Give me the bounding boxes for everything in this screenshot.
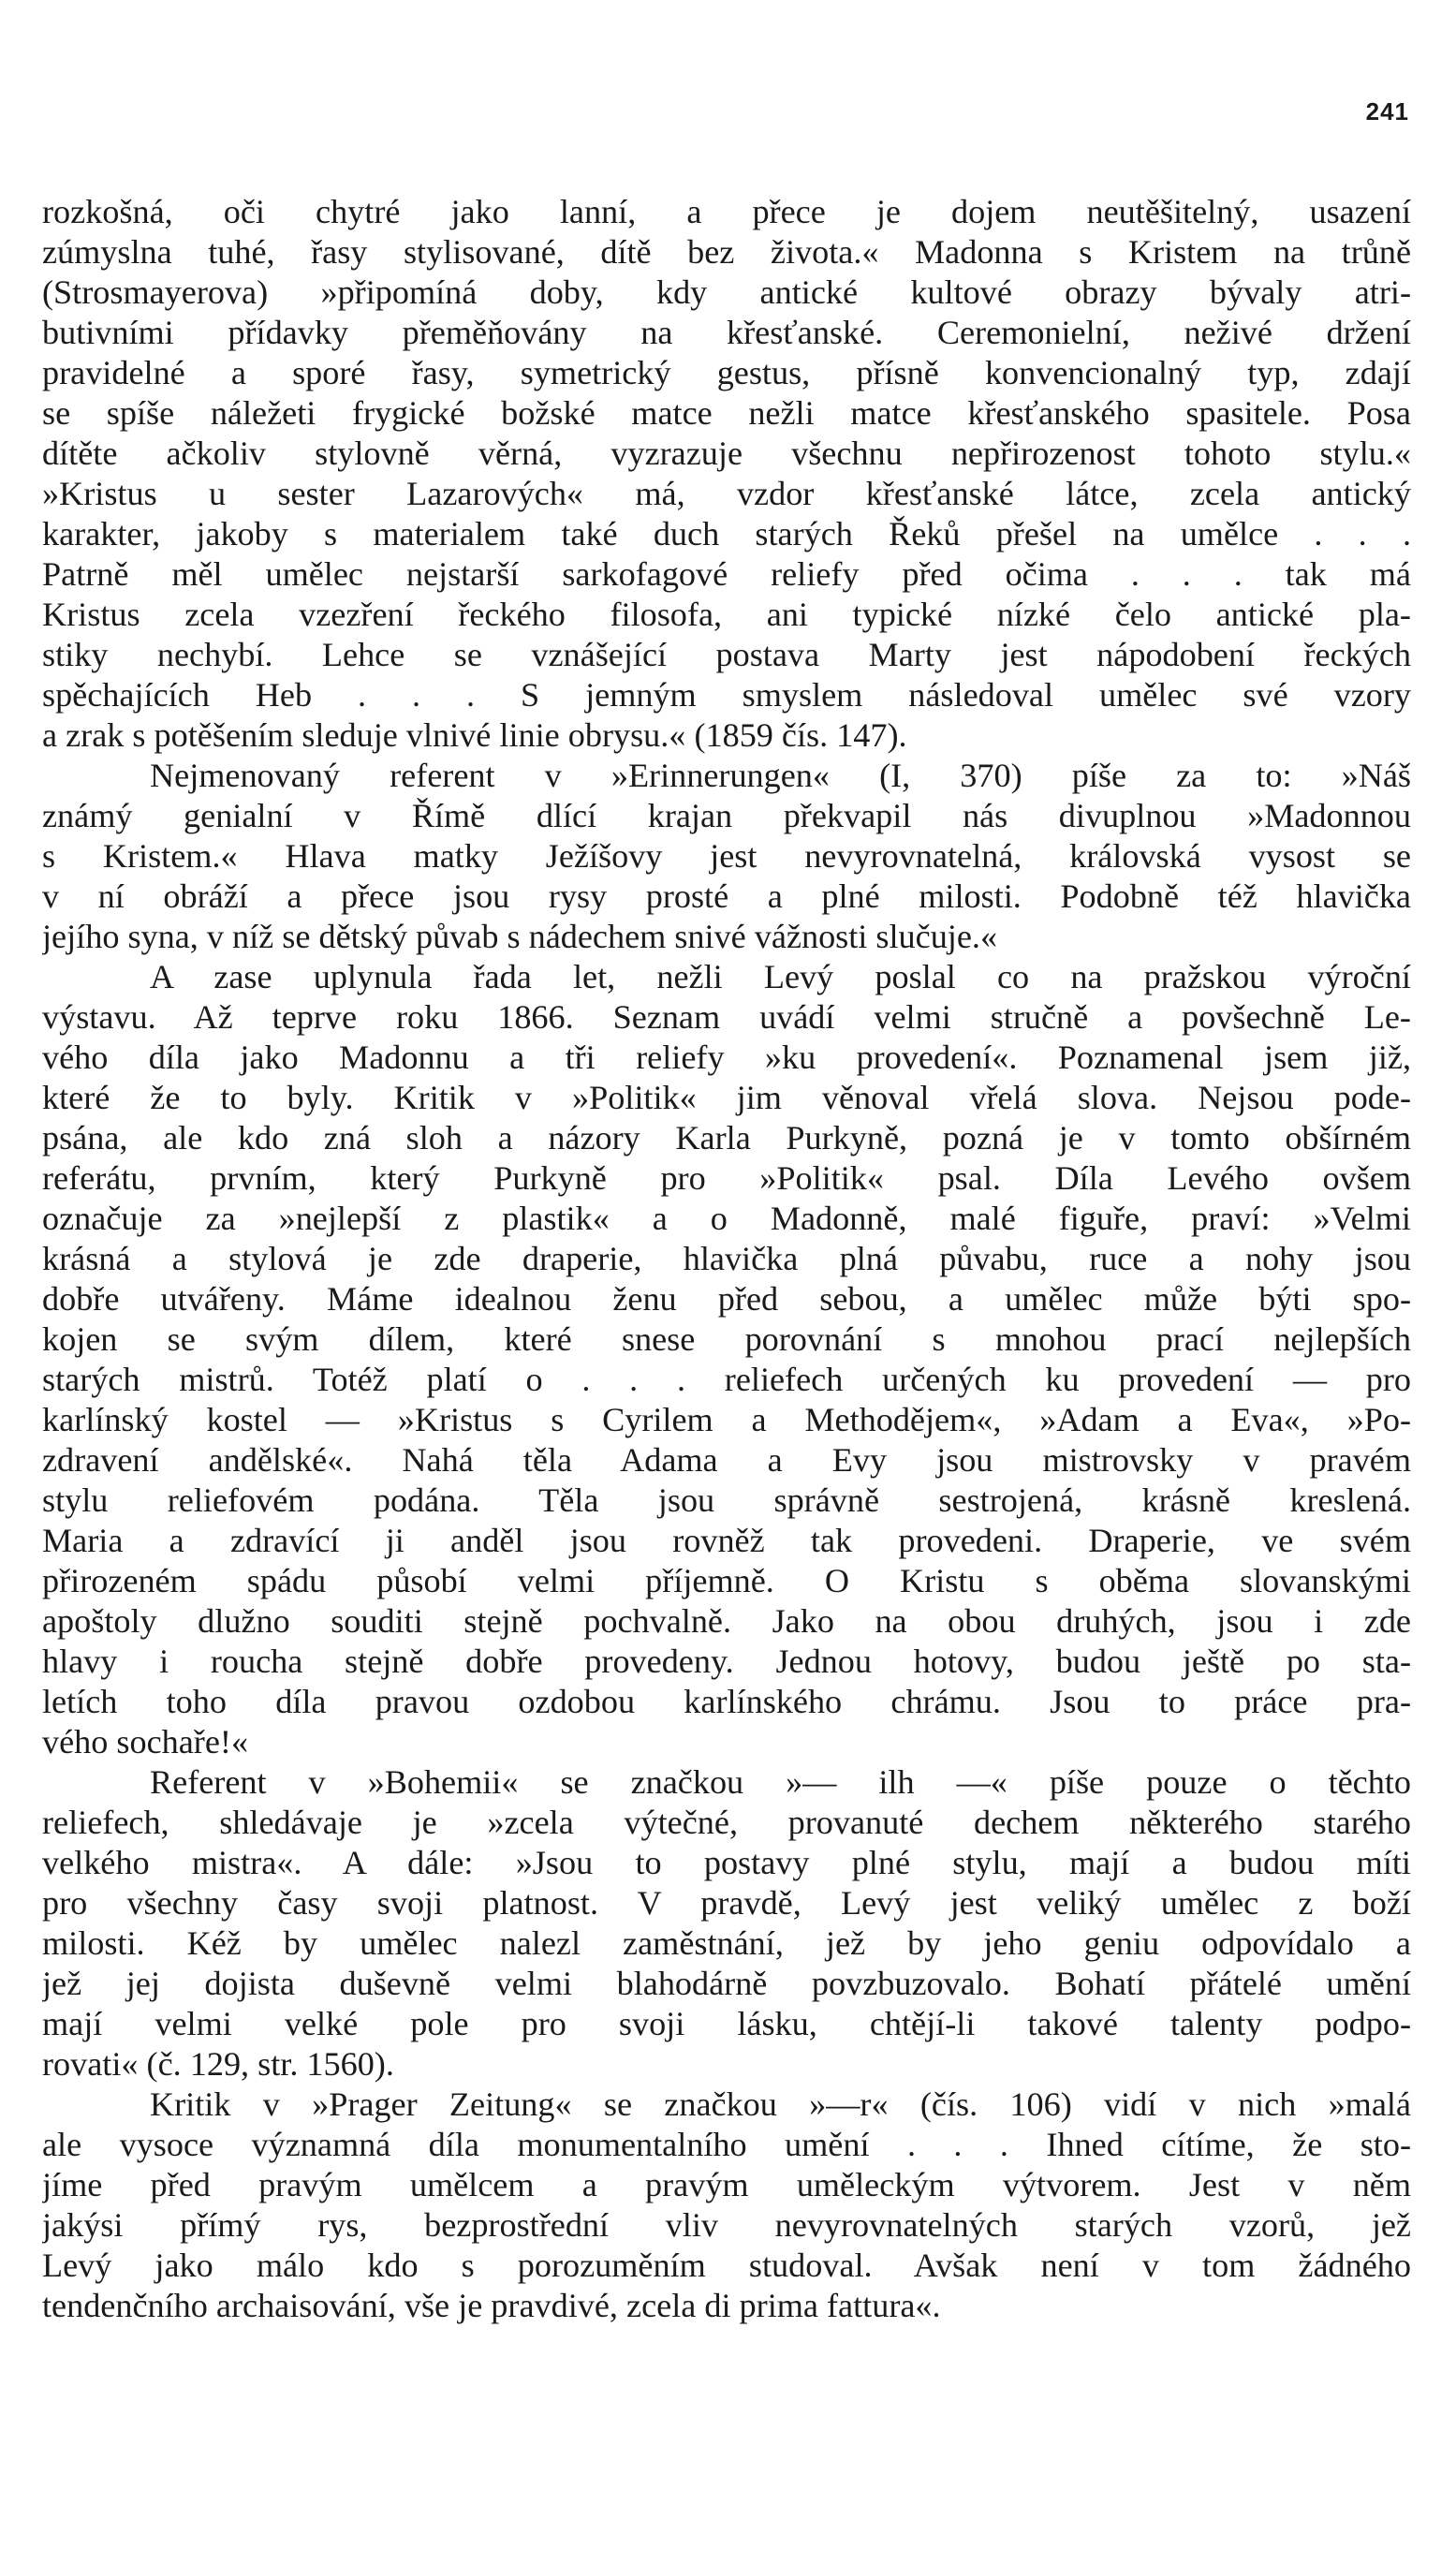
text-line: přirozeném spádu působí velmi příjemně. O Kristu s oběma slovanskými: [42, 1562, 1411, 1599]
text-line: Patrně měl umělec nejstarší sarkofagové reliefy před očima . . . tak má: [42, 555, 1411, 593]
text-line: které že to byly. Kritik v »Politik« jim věnoval vřelá slova. Nejsou pode-: [42, 1079, 1411, 1116]
text-line: starých mistrů. Totéž platí o . . . reliefech určených ku provedení — pro: [42, 1361, 1411, 1398]
text-line: pro všechny časy svoji platnost. V pravdě, Levý jest veliký umělec z boží: [42, 1884, 1411, 1922]
text-line: velkého mistra«. A dále: »Jsou to postavy plné stylu, mají a budou míti: [42, 1844, 1411, 1881]
text-line: označuje za »nejlepší z plastik« a o Madonně, malé figuře, praví: »Velmi: [42, 1200, 1411, 1237]
text-line: jež jej dojista duševně velmi blahodárně povzbuzovalo. Bohatí přátelé umění: [42, 1965, 1411, 2002]
text-line: jakýsi přímý rys, bezprostřední vliv nevyrovnatelných starých vzorů, jež: [42, 2206, 1411, 2244]
text-line: mají velmi velké pole pro svoji lásku, chtějí-li takové talenty podpo-: [42, 2005, 1411, 2042]
text-column: [42, 192, 1411, 2326]
text-line: v ní obráží a přece jsou rysy prosté a plné milosti. Podobně též hlavička: [42, 877, 1411, 915]
text-line: stiky nechybí. Lehce se vznášející postava Marty jest nápodobení řeckých: [42, 636, 1411, 673]
paragraph: [42, 1762, 1411, 2085]
text-line: rovati« (č. 129, str. 1560).: [42, 2045, 394, 2083]
text-line: Maria a zdravící ji anděl jsou rovněž tak provedeni. Draperie, ve svém: [42, 1522, 1411, 1559]
text-line: se spíše náležeti frygické božské matce nežli matce křesťanského spasitele. Posa: [42, 394, 1411, 432]
text-line: vého sochaře!«: [42, 1723, 249, 1761]
text-line: Levý jako málo kdo s porozuměním studoval. Avšak není v tom žádného: [42, 2247, 1411, 2284]
text-line: dobře utvářeny. Máme idealnou ženu před sebou, a umělec může býti spo-: [42, 1280, 1411, 1318]
text-line: »Kristus u sester Lazarových« má, vzdor křesťanské látce, zcela antický: [42, 475, 1411, 512]
text-line: kojen se svým dílem, které snese porovnání s mnohou prací nejlepších: [42, 1320, 1411, 1358]
text-line: jíme před pravým umělcem a pravým uměleckým výtvorem. Jest v něm: [42, 2166, 1411, 2203]
text-line: dítěte ačkoliv stylovně věrná, vyzrazuje všechnu nepřirozenost tohoto stylu.«: [42, 435, 1411, 472]
text-line: Kristus zcela vzezření řeckého filosofa, ani typické nízké čelo antické pla-: [42, 596, 1411, 633]
paragraph: [42, 192, 1411, 756]
paragraph: [42, 957, 1411, 1762]
text-line: Referent v »Bohemii« se značkou »— ilh —« píše pouze o těchto: [150, 1763, 1411, 1801]
text-line: stylu reliefovém podána. Těla jsou správně sestrojená, krásně kreslená.: [42, 1481, 1411, 1519]
text-line: spěchajících Heb . . . S jemným smyslem následoval umělec své vzory: [42, 676, 1411, 714]
text-line: referátu, prvním, který Purkyně pro »Politik« psal. Díla Levého ovšem: [42, 1159, 1411, 1197]
paragraph: [42, 2085, 1411, 2326]
text-line: reliefech, shledávaje je »zcela výtečné, provanuté dechem některého starého: [42, 1804, 1411, 1841]
text-line: s Kristem.« Hlava matky Ježíšovy jest nevyrovnatelná, královská vysost se: [42, 837, 1411, 875]
text-line: rozkošná, oči chytré jako lanní, a přece je dojem neutěšitelný, usazení: [42, 193, 1411, 230]
page-number: 241: [1365, 97, 1409, 125]
text-line: Nejmenovaný referent v »Erinnerungen« (I, 370) píše za to: »Náš: [150, 757, 1411, 794]
text-line: apoštoly dlužno souditi stejně pochvalně. Jako na obou druhých, jsou i zde: [42, 1602, 1411, 1640]
paragraph: [42, 756, 1411, 957]
text-line: a zrak s potěšením sleduje vlnivé linie obrysu.« (1859 čís. 147).: [42, 716, 907, 754]
text-line: ale vysoce významná díla monumentalního umění . . . Ihned cítíme, že sto-: [42, 2126, 1411, 2163]
text-line: krásná a stylová je zde draperie, hlavička plná půvabu, ruce a nohy jsou: [42, 1240, 1411, 1277]
text-line: známý genialní v Římě dlící krajan překvapil nás divuplnou »Madonnou: [42, 797, 1411, 834]
text-line: zdravení andělské«. Nahá těla Adama a Evy jsou mistrovsky v pravém: [42, 1441, 1411, 1479]
text-line: butivními přídavky přeměňovány na křesťanské. Ceremonielní, neživé držení: [42, 314, 1411, 351]
text-line: (Strosmayerova) »připomíná doby, kdy antické kultové obrazy bývaly atri-: [42, 273, 1411, 311]
text-line: A zase uplynula řada let, nežli Levý poslal co na pražskou výroční: [150, 958, 1411, 995]
text-line: jejího syna, v níž se dětský půvab s nádechem snivé vážnosti slučuje.«: [42, 918, 998, 955]
text-line: letích toho díla pravou ozdobou karlínského chrámu. Jsou to práce pra-: [42, 1683, 1411, 1720]
text-line: karakter, jakoby s materialem také duch starých Řeků přešel na umělce . . .: [42, 515, 1411, 553]
text-line: vého díla jako Madonnu a tři reliefy »ku provedení«. Poznamenal jsem již,: [42, 1039, 1411, 1076]
text-line: karlínský kostel — »Kristus s Cyrilem a Methodějem«, »Adam a Eva«, »Po-: [42, 1401, 1411, 1438]
text-line: pravidelné a sporé řasy, symetrický gestus, přísně konvencionalný typ, zdají: [42, 354, 1411, 391]
text-line: hlavy i roucha stejně dobře provedeny. Jednou hotovy, budou ještě po sta-: [42, 1643, 1411, 1680]
text-line: tendenčního archaisování, vše je pravdivé, zcela di prima fattura«.: [42, 2287, 941, 2324]
text-line: zúmyslna tuhé, řasy stylisované, dítě bez života.« Madonna s Kristem na trůně: [42, 233, 1411, 271]
text-line: milosti. Kéž by umělec nalezl zaměstnání, jež by jeho geniu odpovídalo a: [42, 1924, 1411, 1962]
text-line: Kritik v »Prager Zeitung« se značkou »—r« (čís. 106) vidí v nich »malá: [150, 2085, 1411, 2123]
text-line: psána, ale kdo zná sloh a názory Karla Purkyně, pozná je v tomto obšírném: [42, 1119, 1411, 1157]
text-line: výstavu. Až teprve roku 1866. Seznam uvádí velmi stručně a povšechně Le-: [42, 998, 1411, 1036]
